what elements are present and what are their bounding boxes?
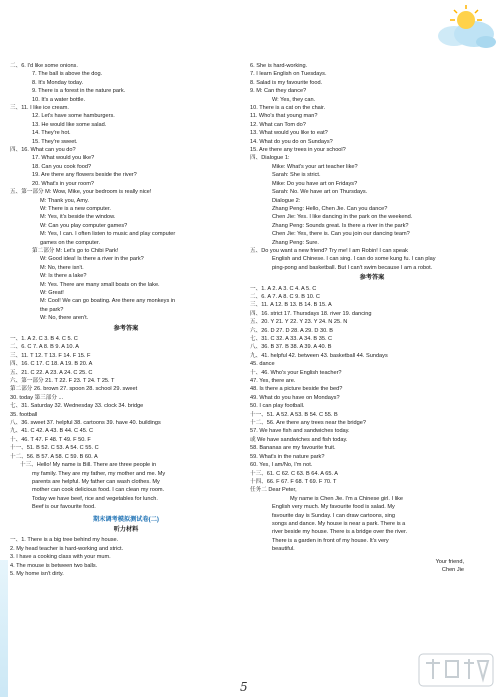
text-line: 6. She is hard-working.: [250, 63, 308, 69]
text-line: 第二部分 M: Let's go to Chibi Park!: [32, 247, 119, 254]
essay-line: Today we have beef, rice and vegetables for lunch.: [32, 495, 158, 502]
right-letter-lead: My name is Chen Jie. I'm a Chinese girl. I like: [290, 495, 403, 502]
essay-line: mother can cook delicious food. I can clean my room.: [32, 487, 165, 494]
answer-line: 或 We have sandwiches and fish today.: [250, 436, 348, 443]
answer-line: 一、1. A 2. C 3. B 4. C 5. C: [10, 336, 78, 342]
answer-line: 四、16. C 17. C 18. A 19. B 20. A: [10, 361, 93, 368]
text-line: 4. The mouse is between two balls.: [10, 562, 98, 569]
text-line: 10. There is a cat on the chair.: [250, 105, 326, 112]
text-line: M: Yes, it's beside the window.: [40, 214, 116, 221]
letter-line: There is a garden in front of my house. It's very: [272, 537, 389, 544]
answer-line: 十三、61. C 62. C 63. B 64. A 65. A: [250, 470, 338, 477]
text-line: 14. What do you do on Sundays?: [250, 138, 333, 145]
text-line: the park?: [40, 306, 64, 313]
answer-line: 45. dance: [250, 361, 275, 368]
answer-line: 47. Yes, there are.: [250, 378, 296, 385]
text-line: 3. I have a cooking class with your mum.: [10, 554, 111, 561]
text-line: M: Thank you, Amy.: [40, 197, 89, 204]
text-line: 7. The ball is above the dog.: [32, 71, 103, 78]
text-line: 8. Salad is my favourite food.: [250, 79, 323, 86]
letter-line: favourite day is Sunday. I can draw cartoons, sing: [272, 512, 396, 519]
text-line: W: Can you play computer games?: [40, 222, 128, 229]
right-column: [250, 62, 494, 574]
answer-line: 九、41. C 42. A 43. B 44. C 45. C: [10, 428, 94, 435]
text-line: 18. Can you cook food?: [32, 163, 92, 170]
page-number: 5: [240, 680, 248, 694]
right-listening-lines: [250, 62, 494, 247]
letter-line: songs and dance. My house is near a park. There is a: [272, 520, 406, 527]
answer-line: 48. Is there a picture beside the bed?: [250, 386, 343, 393]
text-line: 二、6. I'd like some onions.: [10, 63, 78, 69]
letter-sign-name: Chen Jie: [441, 566, 464, 573]
left-tail-lines: [10, 536, 242, 578]
para-line: ping-pong and basketball. But I can't swim because I am a robot.: [272, 264, 433, 271]
text-line: Mike: Do you have art on Fridays?: [272, 180, 358, 187]
text-line: M: Cool! We can go boating. Are there any monkeys in: [40, 298, 176, 305]
essay-line: parents are helpful. My father can wash clothes. My: [32, 478, 160, 485]
letter-line: river beside my house. There is a bridge over the river.: [272, 529, 408, 536]
answer-line: 九、41. helpful 42. between 43. basketball 44. Sundays: [250, 352, 388, 359]
text-line: 19. Are there any flowers beside the river?: [32, 172, 137, 179]
text-line: games on the computer.: [40, 239, 101, 246]
answer-line: 十二、56. B 57. A 58. C 59. B 60. A: [10, 453, 98, 460]
right-answers-title: 参考答案: [359, 274, 385, 282]
watermark-logo-icon: [418, 653, 494, 687]
essay-line: Beef is our favourite food.: [32, 504, 96, 511]
text-line: W: No, there aren't.: [40, 315, 89, 322]
text-line: 15. Are there any trees in your school?: [250, 147, 346, 154]
answer-line: 四、16. strict 17. Thursdays 18. river 19. dancing: [250, 310, 372, 317]
text-line: 7. I learn English on Tuesdays.: [250, 71, 327, 78]
text-line: M: Yes. There are many small boats on the lake.: [40, 281, 160, 288]
answer-line: 58. Bananas are my favourite fruit.: [250, 445, 336, 452]
text-line: W: Great!: [40, 289, 64, 296]
text-line: 四、Dialogue 1:: [250, 155, 290, 162]
text-line: 8. It's Monday today.: [32, 79, 84, 86]
text-line: Zhang Peng: Sounds great. Is there a river in the park?: [272, 222, 409, 229]
text-line: W: Is there a lake?: [40, 273, 87, 280]
text-line: 11. Who's that young man?: [250, 113, 318, 120]
text-line: W: Yes, they can.: [272, 96, 316, 103]
text-line: M: No, there isn't.: [40, 264, 84, 271]
answer-line: 35. football: [10, 411, 38, 418]
text-line: W: Good idea! Is there a river in the park?: [40, 256, 144, 263]
answer-line: 八、36. B 37. B 38. A 39. A 40. B: [250, 344, 332, 351]
answer-line: 七、31. Saturday 32. Wednesday 33. clock 34. bridge: [10, 403, 144, 410]
para-line: English and Chinese. I can sing. I can do some kung fu. I can play: [272, 256, 436, 263]
answer-line: 三、11. A 12. B 13. B 14. B 15. A: [250, 302, 332, 309]
answer-line: 十、46. Who's your English teacher?: [250, 369, 342, 376]
answer-line: 七、31. C 32. A 33. A 34. B 35. C: [250, 336, 333, 342]
right-letter: [250, 503, 494, 553]
text-line: Zhang Peng: Hello, Chen Jie. Can you dance?: [272, 205, 388, 212]
answer-line: 六、26. D 27. D 28. A 29. D 30. B: [250, 327, 334, 334]
answer-line: 十四、66. F 67. F 68. T 69. F 70. T: [250, 478, 337, 485]
text-line: 13. What would you like to eat?: [250, 130, 328, 137]
text-line: 13. He would like some salad.: [32, 121, 107, 128]
text-line: Chen Jie: Yes. I like dancing in the park on the weekend.: [272, 214, 413, 221]
letter-sign-friend: Your friend,: [435, 558, 464, 565]
answer-line: 49. What do you have on Mondays?: [250, 394, 340, 401]
text-line: Chen Jie: Yes, there is. Can you join our dancing team?: [272, 231, 410, 238]
answer-line: 50. I can play football.: [250, 403, 305, 410]
text-line: 17. What would you like?: [32, 155, 95, 162]
left-listening-lines: [10, 62, 242, 323]
text-line: 14. They're hot.: [32, 130, 71, 137]
text-line: Sarah: No. We have art on Thursdays.: [272, 189, 368, 196]
sun-cloud-decoration-icon: [436, 2, 496, 50]
text-line: 9. M: Can they dance?: [250, 88, 307, 95]
text-line: 2. My head teacher is hard-working and strict.: [10, 545, 124, 552]
answer-line: 十一、51. A 52. A 53. B 54. C 55. B: [250, 411, 338, 418]
answer-line: 第二部分 26. brown 27. spoon 28. school 29. sweet: [10, 386, 138, 393]
text-line: Mike: What's your art teacher like?: [272, 163, 358, 170]
text-line: 9. There is a forest in the nature park.: [32, 88, 126, 95]
answer-line: 二、6. C 7. A 8. B 9. A 10. A: [10, 344, 80, 351]
answer-line: 57. We have fish and sandwiches today.: [250, 428, 350, 435]
text-line: M: Yes, I can. I often listen to music and play computer: [40, 231, 176, 238]
text-line: 15. They're sweet.: [32, 138, 78, 145]
text-line: 四、16. What can you do?: [10, 147, 76, 154]
essay-line: my family. They are my father, my mother and me. My: [32, 470, 166, 477]
left-answer-lines: [10, 335, 242, 461]
text-line: 一、1. There is a big tree behind my house.: [10, 537, 119, 544]
listening-title: 听力材料: [113, 525, 139, 533]
left-answers-title: 参考答案: [113, 324, 139, 332]
text-line: 五、第一部分 M: Wow, Mike, your bedroom is really nice!: [10, 189, 152, 196]
answer-line: 60. Yes, I am/No, I'm not.: [250, 462, 313, 469]
letter-line: English very much. My favourite food is salad. My: [272, 504, 395, 511]
test-title: 期末调考模拟测试卷(二): [93, 515, 159, 523]
text-line: 5. My home isn't dirty.: [10, 570, 64, 577]
answer-line: 三、11. T 12. T 13. F 14. F 15. F: [10, 352, 91, 359]
answer-line: 30. today 第三部分 ...: [10, 394, 64, 401]
text-line: 12. What can Tom do?: [250, 121, 306, 128]
text-line: 三、11. I like ice cream.: [10, 105, 69, 112]
answer-line: 六、第一部分 21. T 22. F 23. T 24. T 25. T: [10, 378, 115, 385]
text-line: Zhang Peng: Sure.: [272, 239, 319, 246]
left-essay: [10, 470, 242, 512]
answer-line: 二、6. A 7. A 8. C 9. B 10. C: [250, 293, 320, 300]
left-edge-decoration: [0, 560, 8, 697]
answer-line: 八、36. sweet 37. helpful 38. cartoons 39. have 40. buildings: [10, 420, 161, 427]
letter-line: beautiful.: [272, 546, 295, 553]
text-line: 12. Let's have some hamburgers.: [32, 113, 115, 120]
answer-line: 任务二 Dear Peter,: [250, 487, 297, 494]
answer-line: 五、21. C 22. A 23. A 24. C 25. C: [10, 369, 93, 376]
text-line: 10. It's a water bottle.: [32, 96, 85, 103]
answer-line: 一、1. A 2. A 3. C 4. A 5. C: [250, 285, 317, 292]
text-line: W: There is a new computer.: [40, 205, 111, 212]
answer-line: 十、46. T 47. F 48. T 49. F 50. F: [10, 436, 91, 443]
left-essay-lead: 十三、Hello! My name is Bill. There are three people in: [20, 462, 157, 469]
answer-line: 十二、56. Are there any trees near the bridge?: [250, 420, 366, 427]
right-answer-lines: [250, 285, 494, 495]
answer-line: 五、20. Y 21. Y 22. Y 23. Y 24. N 25. N: [250, 319, 348, 326]
text-line: Dialogue 2:: [272, 197, 301, 204]
answer-line: 十一、51. B 52. C 53. A 54. C 55. C: [10, 445, 99, 452]
right-para5: [250, 255, 494, 272]
text-line: Sarah: She is strict.: [272, 172, 321, 179]
left-column: [10, 62, 242, 578]
answer-line: 59. What's in the nature park?: [250, 453, 325, 460]
text-line: 20. What's in your room?: [32, 180, 95, 187]
right-para5-lead: 五、Do you want a new friend? Try me! I am Robin! I can speak: [250, 247, 408, 254]
